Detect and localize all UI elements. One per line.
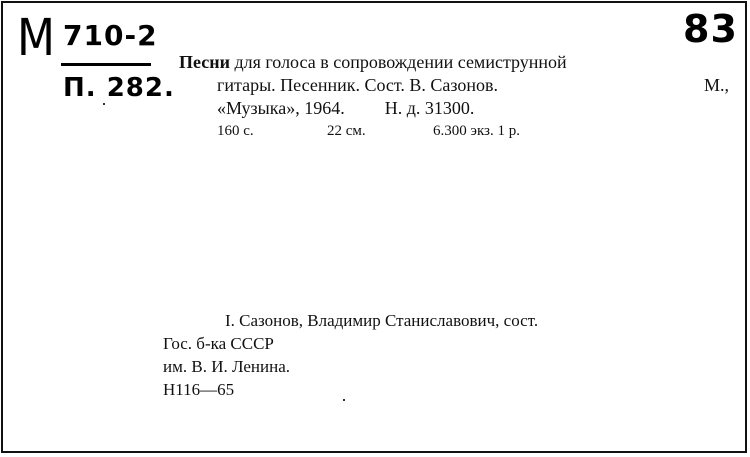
collation-copies: 6.300 экз. 1 р.	[433, 123, 520, 139]
speck	[343, 399, 345, 401]
handwritten-shelf: П. 282.	[63, 73, 175, 103]
entry-line2-left: гитары. Песенник. Сост. В. Сазонов.	[217, 75, 499, 95]
speck	[103, 103, 105, 105]
entry-line3-left: «Музыка», 1964.	[217, 98, 345, 118]
call-number-divider	[61, 63, 151, 66]
entry-line3-right: Н. д. 31300.	[384, 98, 475, 118]
collation-size: 22 см.	[327, 123, 366, 139]
tracing-line-1: I. Сазонов, Владимир Станиславович, сост.	[225, 311, 539, 330]
handwritten-call-number: 710-2	[63, 19, 158, 52]
entry-line-2	[179, 74, 729, 97]
collation-pages: 160 с.	[217, 123, 254, 139]
entry-line-3	[179, 97, 729, 120]
catalog-card	[1, 1, 747, 453]
tracing-line-2: Гос. б-ка СССР	[163, 334, 274, 353]
bibliographic-entry	[179, 51, 729, 120]
entry-line2-right: М.,	[703, 75, 729, 95]
tracings-block	[163, 309, 538, 401]
entry-line1-rest: для голоса в сопровождении семиструнной	[234, 52, 567, 72]
handwritten-card-number: 83	[683, 7, 738, 51]
tracing-line-4: Н116—65	[163, 380, 235, 399]
entry-line-1	[179, 51, 729, 74]
handwritten-letter: М	[17, 9, 56, 68]
entry-title: Песни	[179, 52, 230, 72]
collation-line	[217, 123, 520, 140]
tracing-line-3: им. В. И. Ленина.	[163, 357, 291, 376]
